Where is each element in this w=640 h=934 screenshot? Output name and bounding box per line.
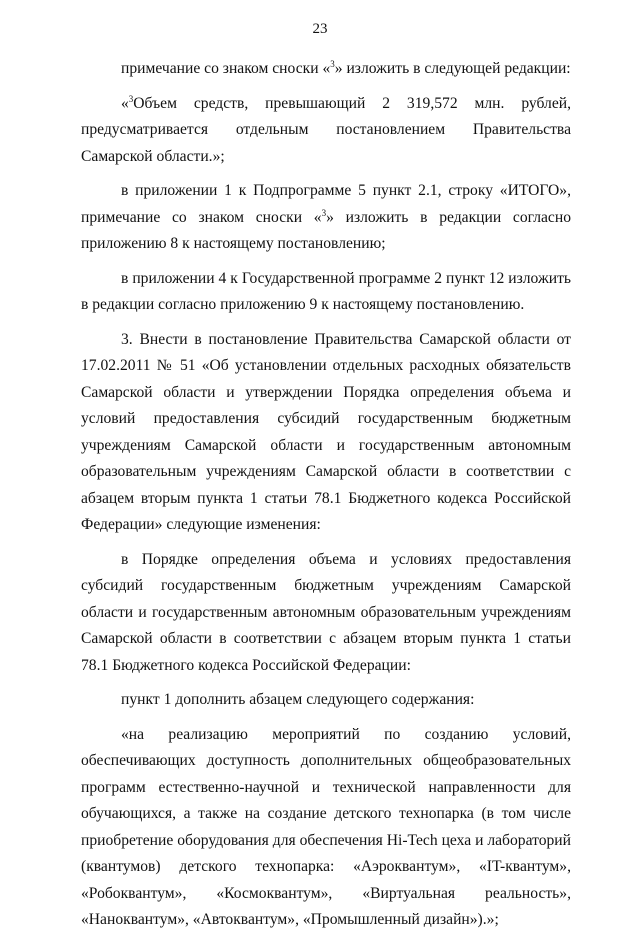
paragraph-procedure: в Порядке определения объема и условиях предоставления субсидий государственным бюджетным учреждениям Самарской области и государственным автономным образовательным учреждениям Самарской области в соответствии с абзацем вторым пункта 1 статьи 78.1 Бюджетного кодекса Российской Федерации:	[81, 550, 571, 674]
document-body	[81, 56, 571, 934]
text-run: Объем средств, превышающий 2 319,572 млн. рублей, предусматривается отдельным постановлением Правительства Самарской области.»;	[81, 94, 571, 165]
paragraph-appendix-4: в приложении 4 к Государственной программе 2 пункт 12 изложить в редакции согласно приложению 9 к настоящему постановлению.	[81, 269, 571, 313]
page-number: 23	[312, 21, 328, 37]
footnote-mark: 3	[128, 93, 134, 104]
text-run: » изложить в редакции согласно приложению 8 к настоящему постановлению;	[81, 208, 571, 252]
paragraph-footnote-note	[81, 56, 571, 83]
text-run: примечание со знаком сноски «	[121, 60, 331, 77]
paragraph-appendix-1	[81, 178, 571, 258]
paragraph-new-clause: «на реализацию мероприятий по созданию условий, обеспечивающих доступность дополнительных общеобразовательных программ естественно-научной и технической направленности для обучающихся, а также на создание детского технопарка (в том числе приобретение оборудования для обеспечения Hi-Tech цеха и лабораторий (квантумов) детского технопарка: «Аэроквантум», «IT-квантум», «Робоквантум», «Космоквантум», «Виртуальная реальность», «Наноквантум», «Автоквантум», «Промышленный дизайн»).»;	[81, 725, 571, 928]
text-run: «	[121, 94, 129, 112]
footnote-mark: 3	[330, 59, 335, 69]
paragraph-footnote-text	[81, 91, 571, 171]
footnote-mark: 3	[321, 207, 327, 218]
paragraph-item-3: 3. Внести в постановление Правительства Самарской области от 17.02.2011 № 51 «Об установлении отдельных расходных обязательств Самарской области и утверждении Порядка определения объема и условий предоставления субсидий государственным бюджетным учреждениям Самарской области и государственным автономным образовательным учреждениям Самарской области в соответствии с абзацем вторым пункта 1 статьи 78.1 Бюджетного кодекса Российской Федерации» следующие изменения:	[81, 330, 571, 533]
text-run: » изложить в следующей редакции:	[334, 60, 571, 77]
text-run: в приложении 1 к Подпрограмме 5 пункт 2.1, строку «ИТОГО», примечание со знаком сноски «	[81, 182, 571, 226]
paragraph-point-1: пункт 1 дополнить абзацем следующего содержания:	[121, 691, 475, 708]
